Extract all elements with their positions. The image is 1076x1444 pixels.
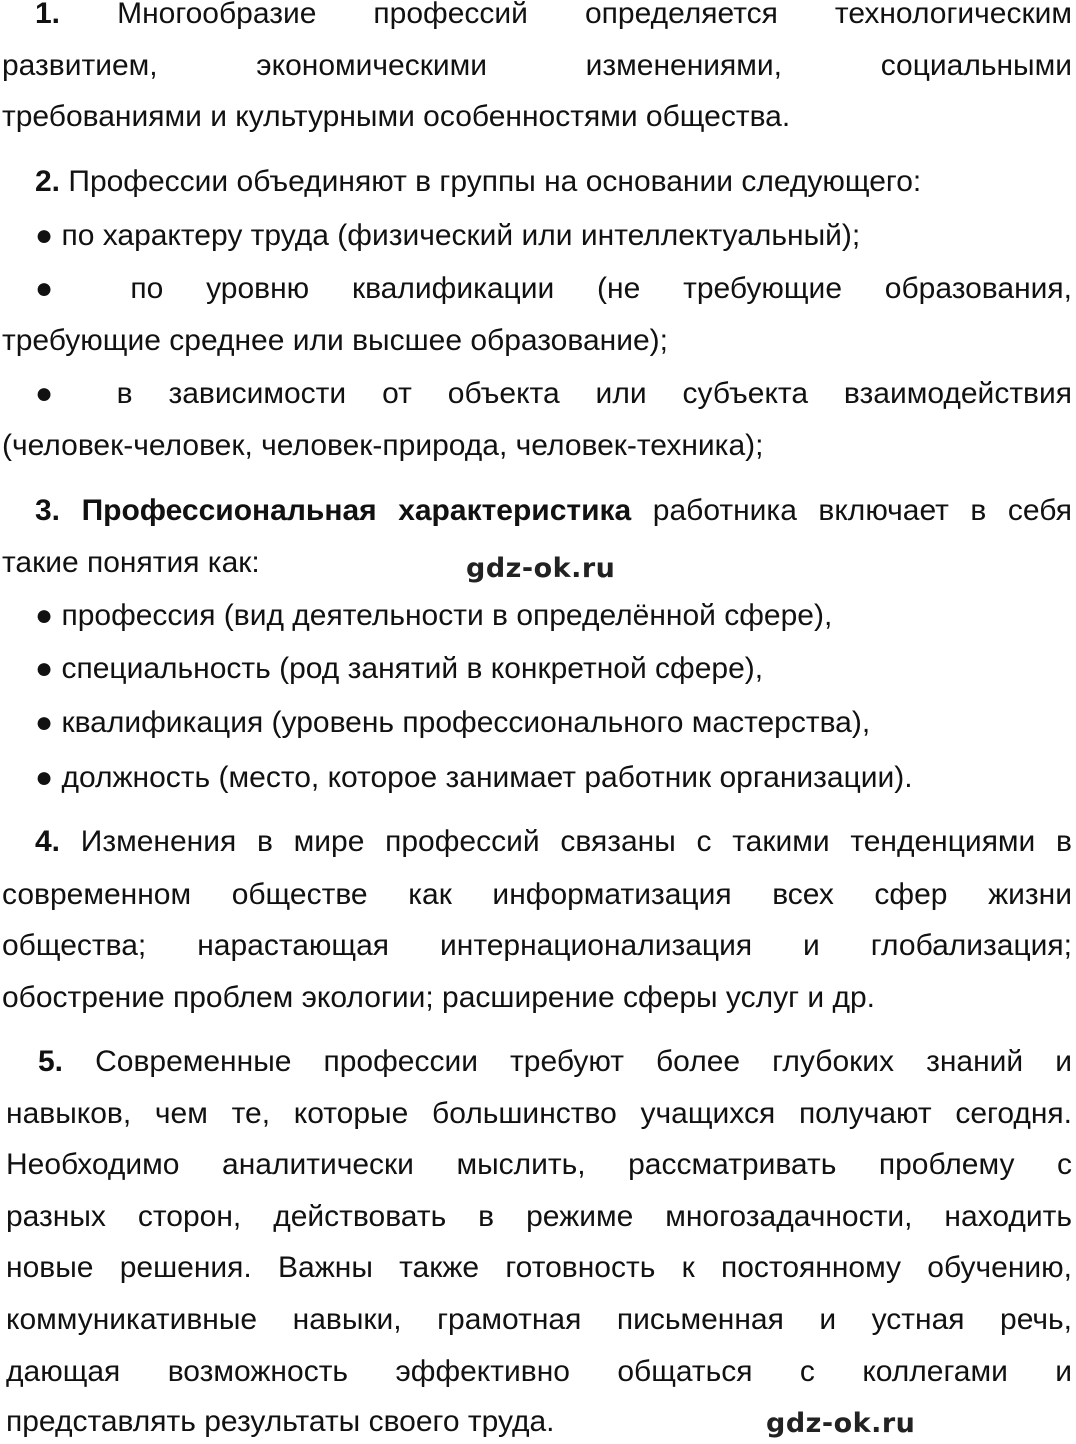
- p4-line-1: [35, 822, 1072, 862]
- p3-line-2: такие понятия как:: [2, 546, 260, 579]
- p3-line-1: [35, 491, 1072, 531]
- p5-line-4: разных сторон, действовать в режиме многозадачности, находить: [6, 1200, 1072, 1233]
- p5-text-1: Современные профессии требуют более глубоких знаний и: [95, 1045, 1072, 1078]
- watermark-2: gdz-ok.ru: [766, 1408, 916, 1439]
- p5-number: 5.: [38, 1045, 64, 1078]
- p5-line-3: Необходимо аналитически мыслить, рассматривать проблему с: [6, 1148, 1072, 1181]
- p4-line-4: обострение проблем экологии; расширение сферы услуг и др.: [2, 981, 875, 1014]
- p2-intro-text: Профессии объединяют в группы на основании следующего:: [68, 165, 922, 198]
- p2-bullet-1: ● по характеру труда (физический или интеллектуальный);: [35, 219, 861, 252]
- p2-bullet-3-line-2: (человек-человек, человек-природа, человек-техника);: [2, 429, 764, 462]
- p3-bullet-4: ● должность (место, которое занимает работник организации).: [35, 761, 913, 794]
- p4-line-3: общества; нарастающая интернационализация и глобализация;: [2, 929, 1072, 962]
- p5-line-2: навыков, чем те, которые большинство учащихся получают сегодня.: [6, 1097, 1072, 1130]
- p3-number: 3.: [35, 494, 61, 527]
- p1-line-2: развитием, экономическими изменениями, социальными: [2, 49, 1072, 82]
- p3-bullet-1: ● профессия (вид деятельности в определённой сфере),: [35, 599, 833, 632]
- p5-line-7: дающая возможность эффективно общаться с коллегами и: [6, 1355, 1072, 1388]
- p1-line-3: требованиями и культурными особенностями общества.: [2, 100, 791, 133]
- p5-line-5: новые решения. Важны также готовность к постоянному обучению,: [6, 1251, 1072, 1284]
- p2-bullet-3-line-1: ● в зависимости от объекта или субъекта взаимодействия: [35, 377, 1072, 410]
- watermark-1: gdz-ok.ru: [466, 553, 616, 584]
- p5-line-6: коммуникативные навыки, грамотная письменная и устная речь,: [6, 1303, 1072, 1336]
- p3-term: Профессиональная характеристика: [81, 494, 632, 527]
- p3-bullet-3: ● квалификация (уровень профессионального мастерства),: [35, 706, 871, 739]
- p2-bullet-2-line-2: требующие среднее или высшее образование);: [2, 324, 668, 357]
- p1-number: 1.: [35, 0, 61, 30]
- p5-line-8: представлять результаты своего труда.: [6, 1405, 555, 1438]
- p4-line-2: современном обществе как информатизация всех сфер жизни: [2, 878, 1072, 911]
- p2-number: 2.: [35, 165, 61, 198]
- p2-bullet-2-line-1: ● по уровню квалификации (не требующие образования,: [35, 272, 1072, 305]
- p4-text-1: Изменения в мире профессий связаны с такими тенденциями в: [80, 825, 1072, 858]
- p3-bullet-2: ● специальность (род занятий в конкретной сфере),: [35, 652, 764, 685]
- p4-number: 4.: [35, 825, 61, 858]
- p5-line-1: [38, 1042, 1072, 1082]
- p1-text-1: Многообразие профессий определяется технологическим: [117, 0, 1072, 30]
- p1-line-1: [35, 0, 1072, 34]
- p2-intro: [35, 162, 1072, 202]
- p3-rest: работника включает в себя: [652, 494, 1072, 527]
